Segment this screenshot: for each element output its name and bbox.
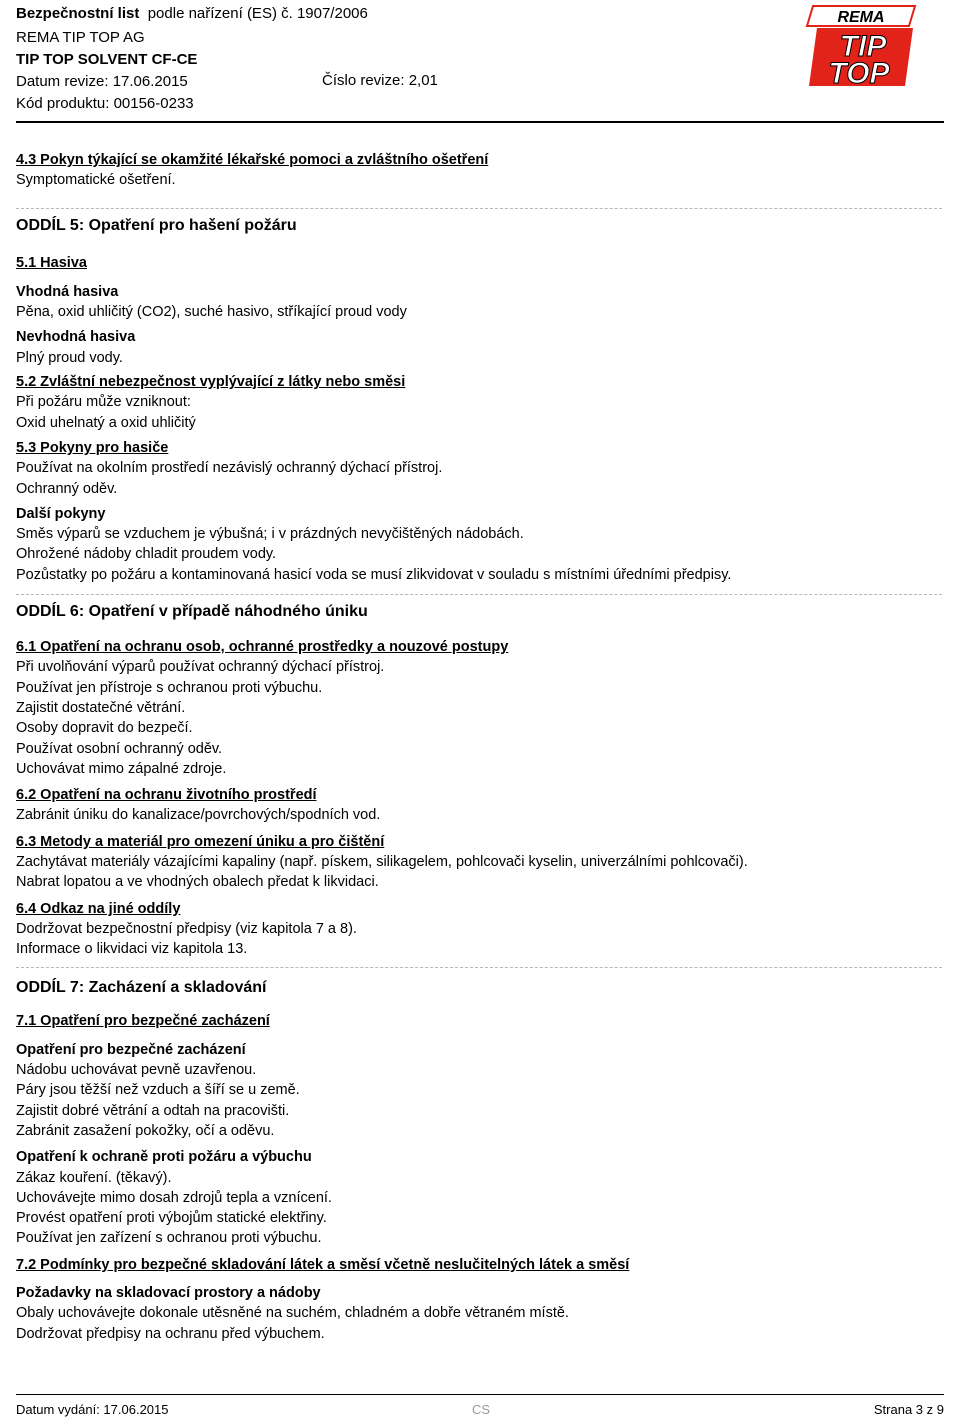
text-6-1-2: Zajistit dostatečné větrání. <box>16 699 186 716</box>
document-header <box>0 0 960 122</box>
sds-title-bold: Bezpečnostní list <box>16 5 140 22</box>
text-6-4-a: Dodržovat bezpečnostní předpisy (viz kapitola 7 a 8). <box>16 920 357 937</box>
text-5-3-a: Používat na okolním prostředí nezávislý ochranný dýchací přístroj. <box>16 460 443 477</box>
text-6-1-3: Osoby dopravit do bezpečí. <box>16 720 193 737</box>
fire-protection-1: Uchovávejte mimo dosah zdrojů tepla a vznícení. <box>16 1189 332 1206</box>
further-info-a: Směs výparů se vzduchem je výbušná; i v prázdných nevyčištěných nádobách. <box>16 526 524 543</box>
suitable-media-text: Pěna, oxid uhličitý (CO2), suché hasivo, stříkající proud vody <box>16 304 407 321</box>
heading-6-3: 6.3 Metody a materiál pro omezení úniku a pro čištění <box>16 833 385 850</box>
heading-4-3: 4.3 Pokyn týkající se okamžité lékařské pomoci a zvláštního ošetření <box>16 152 489 168</box>
further-info-c: Pozůstatky po požáru a kontaminovaná hasicí voda se musí zlikvidovat v souladu s místními úředními předpisy. <box>16 566 732 583</box>
safe-handling-1: Páry jsou těžší než vzduch a šíří se u země. <box>16 1082 300 1099</box>
fire-protection-heading: Opatření k ochraně proti požáru a výbuchu <box>16 1149 312 1166</box>
logo-top-text: TOP <box>828 57 890 88</box>
text-6-1-1: Používat jen přístroje s ochranou proti výbuchu. <box>16 679 323 696</box>
suitable-media-heading: Vhodná hasiva <box>16 283 119 300</box>
logo-rema-text: REMA <box>837 9 885 26</box>
text-5-2-b: Oxid uhelnatý a oxid uhličitý <box>16 414 196 431</box>
unsuitable-media-text: Plný proud vody. <box>16 349 123 366</box>
text-6-1-0: Při uvolňování výparů používat ochranný dýchací přístroj. <box>16 659 385 676</box>
page-number: Strana 3 z 9 <box>873 1402 944 1417</box>
further-info-b: Ohrožené nádoby chladit proudem vody. <box>16 546 277 563</box>
text-6-3-b: Nabrat lopatou a ve vhodných obalech předat k likvidaci. <box>16 874 379 891</box>
issue-date: Datum vydání: 17.06.2015 <box>16 1402 169 1417</box>
sds-title-regulation: podle nařízení (ES) č. 1907/2006 <box>147 5 368 22</box>
heading-7-1: 7.1 Opatření pro bezpečné zacházení <box>16 1012 270 1029</box>
rema-tip-top-logo <box>805 4 917 88</box>
logo-tip-text: TIP <box>839 30 887 63</box>
safe-handling-heading: Opatření pro bezpečné zacházení <box>16 1041 246 1058</box>
text-6-3-a: Zachytávat materiály vázajícími kapaliny (např. pískem, silikagelem, pohlcovači kyselin, univerzálními pohlcovači). <box>16 854 748 871</box>
company-name: REMA TIP TOP AG <box>16 29 145 46</box>
heading-7-2: 7.2 Podmínky pro bezpečné skladování látek a směsí včetně neslučitelných látek a směsí <box>16 1256 630 1273</box>
revision-date: Datum revize: 17.06.2015 <box>16 73 188 90</box>
header-divider <box>16 121 944 123</box>
section-6-title: ODDÍL 6: Opatření v případě náhodného úniku <box>16 603 368 621</box>
text-6-1-4: Používat osobní ochranný oděv. <box>16 740 223 757</box>
footer-divider <box>16 1394 944 1395</box>
revision-number: Číslo revize: 2,01 <box>322 72 438 89</box>
fire-protection-3: Používat jen zařízení s ochranou proti výbuchu. <box>16 1230 322 1247</box>
safe-handling-0: Nádobu uchovávat pevně uzavřenou. <box>16 1062 257 1079</box>
text-5-3-b: Ochranný oděv. <box>16 480 118 497</box>
further-info-heading: Další pokyny <box>16 505 106 522</box>
heading-5-3: 5.3 Pokyny pro hasiče <box>16 439 169 456</box>
language-code: CS <box>472 1402 491 1417</box>
storage-req-1: Dodržovat předpisy na ochranu před výbuchem. <box>16 1325 325 1342</box>
product-code: Kód produktu: 00156-0233 <box>16 95 194 112</box>
storage-req-heading: Požadavky na skladovací prostory a nádoby <box>16 1285 321 1302</box>
heading-6-4: 6.4 Odkaz na jiné oddíly <box>16 900 181 917</box>
safe-handling-3: Zabránit zasažení pokožky, očí a oděvu. <box>16 1122 275 1139</box>
sds-title <box>16 4 368 24</box>
sds-content <box>16 150 944 1344</box>
heading-6-2: 6.2 Opatření na ochranu životního prostředí <box>16 787 317 804</box>
heading-5-2: 5.2 Zvláštní nebezpečnost vyplývající z látky nebo směsi <box>16 374 406 391</box>
text-6-2: Zabránit úniku do kanalizace/povrchových/spodních vod. <box>16 807 381 824</box>
text-4-3: Symptomatické ošetření. <box>16 172 176 189</box>
text-5-2-a: Při požáru může vzniknout: <box>16 394 191 411</box>
unsuitable-media-heading: Nevhodná hasiva <box>16 329 136 346</box>
heading-6-1: 6.1 Opatření na ochranu osob, ochranné prostředky a nouzové postupy <box>16 639 509 656</box>
section-7-title: ODDÍL 7: Zacházení a skladování <box>16 978 267 996</box>
safe-handling-2: Zajistit dobré větrání a odtah na pracovišti. <box>16 1102 290 1119</box>
section-5-title: ODDÍL 5: Opatření pro hašení požáru <box>16 216 297 234</box>
storage-req-0: Obaly uchovávejte dokonale utěsněné na suchém, chladném a dobře větraném místě. <box>16 1305 569 1322</box>
product-name: TIP TOP SOLVENT CF-CE <box>16 51 198 68</box>
text-6-4-b: Informace o likvidaci viz kapitola 13. <box>16 941 248 958</box>
text-6-1-5: Uchovávat mimo zápalné zdroje. <box>16 760 227 777</box>
fire-protection-0: Zákaz kouření. (těkavý). <box>16 1169 172 1186</box>
fire-protection-2: Provést opatření proti výbojům statické elektřiny. <box>16 1210 327 1227</box>
heading-5-1: 5.1 Hasiva <box>16 254 87 271</box>
